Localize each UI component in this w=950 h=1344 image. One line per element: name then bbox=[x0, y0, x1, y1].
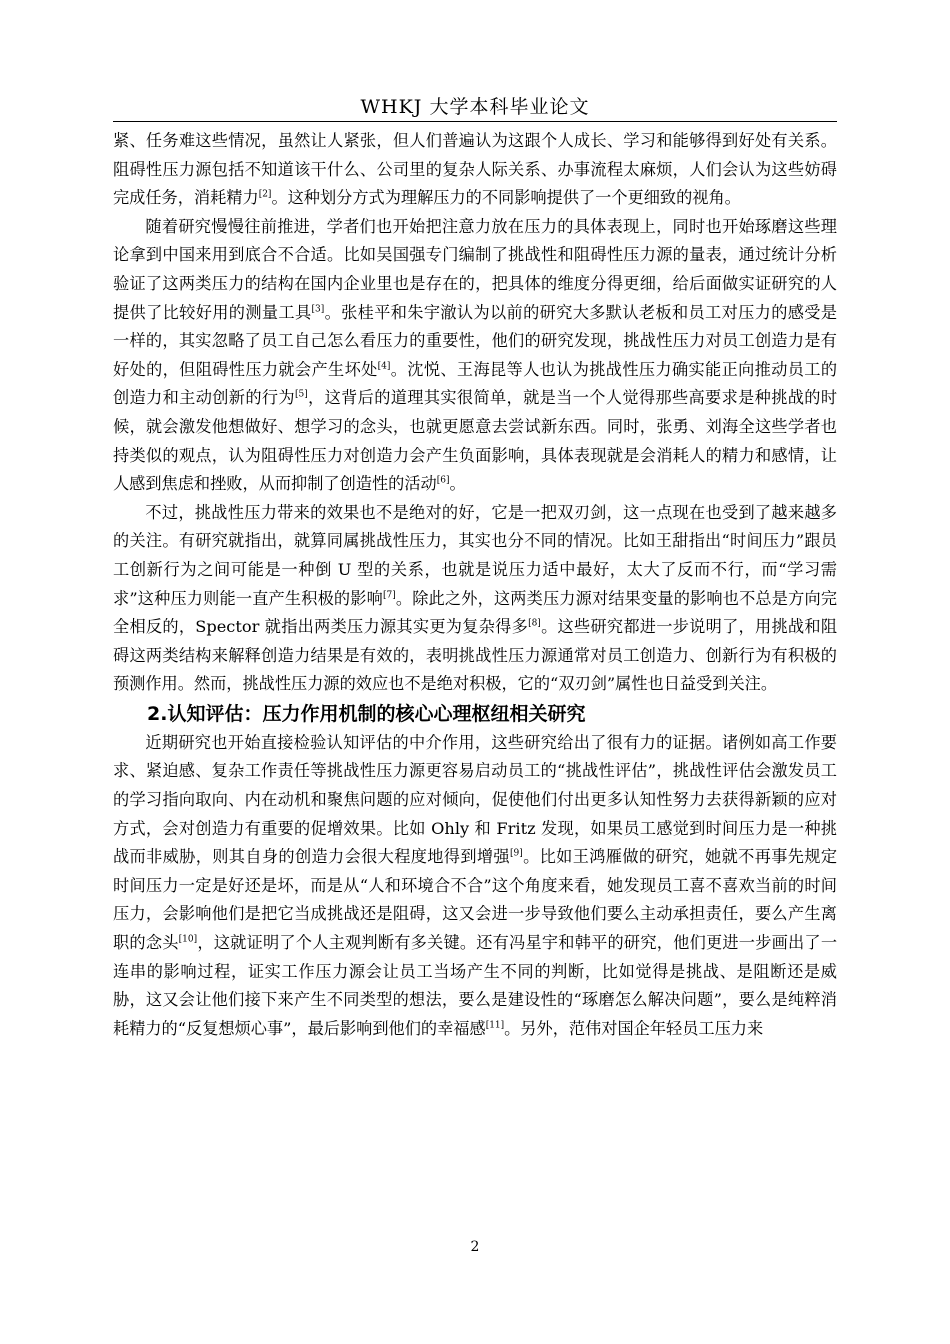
citation-marker: [4] bbox=[377, 361, 391, 372]
paragraph-text: ，这就证明了个人主观判断有多关键。还有冯星宇和韩平的研究，他们更进一步画出了一连串的影响过程，证实工作压力源会让员工当场产生不同的判断，比如觉得是挑战、是阻断还是威胁，这又会让他们接下来产生不同类型的想法，要么是建设性的“琢磨怎么解决问题”，要么是纯粹消耗精力的“反复想烦心事”，最后影响到他们的幸福感 bbox=[113, 933, 838, 1038]
paragraph-text: 。除此之外，这两类压力源对结果变量的影响也不总是方向完全相反的，Spector 就指出两类压力源其实更为复杂得多 bbox=[113, 588, 838, 637]
header-rule bbox=[113, 121, 837, 122]
paragraph-text: 。张桂平和朱宇澈认为以前的研究大多默认老板和员工对压力的感受是一样的，其实忽略了员工自己怎么看压力的重要性，他们的研究发现，挑战性压力对员工创造力是有好处的，但阻碍性压力就会产生坏处 bbox=[113, 302, 838, 379]
citation-marker: [10] bbox=[178, 934, 198, 945]
paragraph-4 bbox=[113, 729, 837, 1044]
paragraph-2 bbox=[113, 213, 837, 499]
citation-marker: [7] bbox=[382, 590, 396, 601]
citation-marker: [5] bbox=[294, 389, 308, 400]
paragraph-text: 不过，挑战性压力带来的效果也不是绝对的好，它是一把双刃剑，这一点现在也受到了越来越多的关注。有研究就指出，就算同属挑战性压力，其实也分不同的情况。比如王甜指出“时间压力”跟员工创新行为之间可能是一种倒 U 型的关系，也就是说压力适中最好，太大了反而不行，而“学习需求”这种压力则能一直产生积极的影响 bbox=[113, 502, 837, 608]
citation-marker: [11] bbox=[485, 1020, 505, 1031]
citation-marker: [2] bbox=[258, 189, 272, 200]
paragraph-1 bbox=[113, 127, 837, 213]
paragraph-text: 。比如王鸿雁做的研究，她就不再事先规定时间压力一定是好还是坏，而是从“人和环境合不合”这个角度来看，她发现员工喜不喜欢当前的时间压力，会影响他们是把它当成挑战还是阻碍，这又会进一步导致他们要么主动承担责任，要么产生离职的念头 bbox=[113, 847, 838, 953]
paragraph-text: 紧、任务难这些情况，虽然让人紧张，但人们普遍认为这跟个人成长、学习和能够得到好处有关系。阻碍性压力源包括不知道该干什么、公司里的复杂人际关系、办事流程太麻烦，人们会认为这些妨碍完成任务，消耗精力 bbox=[113, 131, 837, 208]
paragraph-text: 。这种划分方式为理解压力的不同影响提供了一个更细致的视角。 bbox=[271, 188, 741, 208]
running-header: WHKJ 大学本科毕业论文 bbox=[360, 96, 590, 118]
citation-marker: [3] bbox=[311, 304, 325, 315]
paragraph-text: 。这些研究都进一步说明了，用挑战和阻碍这两类结构来解释创造力结果是有效的，表明挑战性压力源通常对员工创造力、创新行为有积极的预测作用。然而，挑战性压力源的效应也不是绝对积极，它的“双刃剑”属性也日益受到关注。 bbox=[113, 617, 838, 694]
paragraph-3 bbox=[113, 499, 837, 699]
paragraph-text: ，这背后的道理其实很简单，就是当一个人觉得那些高要求是种挑战的时候，就会激发他想做好、想学习的念头，也就更愿意去尝试新东西。同时，张勇、刘海全这些学者也持类似的观点，认为阻碍性压力对创造力会产生负面影响，具体表现就是会消耗人的精力和感情，让人感到焦虑和挫败，从而抑制了创造性的活动 bbox=[113, 388, 838, 494]
paragraph-text: 。另外，范伟对国企年轻员工压力来 bbox=[504, 1018, 764, 1038]
section-heading: 2.认知评估：压力作用机制的核心心理枢纽相关研究 bbox=[147, 702, 586, 725]
page-body bbox=[113, 127, 837, 1043]
page-number: 2 bbox=[470, 1239, 480, 1255]
citation-marker: [9] bbox=[509, 848, 523, 859]
paragraph-text: 随着研究慢慢往前推进，学者们也开始把注意力放在压力的具体表现上，同时也开始琢磨这些理论拿到中国来用到底合不合适。比如吴国强专门编制了挑战性和阻碍性压力源的量表，通过统计分析验证了这两类压力的结构在国内企业里也是存在的，把具体的维度分得更细，给后面做实证研究的人提供了比较好用的测量工具 bbox=[113, 216, 837, 322]
paragraph-text: 近期研究也开始直接检验认知评估的中介作用，这些研究给出了很有力的证据。诸例如高工作要求、紧迫感、复杂工作责任等挑战性压力源更容易启动员工的“挑战性评估”，挑战性评估会激发员工的学习指向取向、内在动机和聚焦问题的应对倾向，促使他们付出更多认知性努力去获得新颖的应对方式，会对创造力有重要的促增效果。比如 Ohly 和 Fritz 发现，如果员工感觉到时间压力是一种挑战而非威胁，则其自身的创造力会很大程度地得到增强 bbox=[113, 732, 837, 867]
paragraph-text: 。沈悦、王海昆等人也认为挑战性压力确实能正向推动员工的创造力和主动创新的行为 bbox=[113, 359, 838, 408]
citation-marker: [6] bbox=[436, 475, 450, 486]
citation-marker: [8] bbox=[528, 618, 541, 629]
paragraph-text: 。 bbox=[449, 474, 466, 494]
